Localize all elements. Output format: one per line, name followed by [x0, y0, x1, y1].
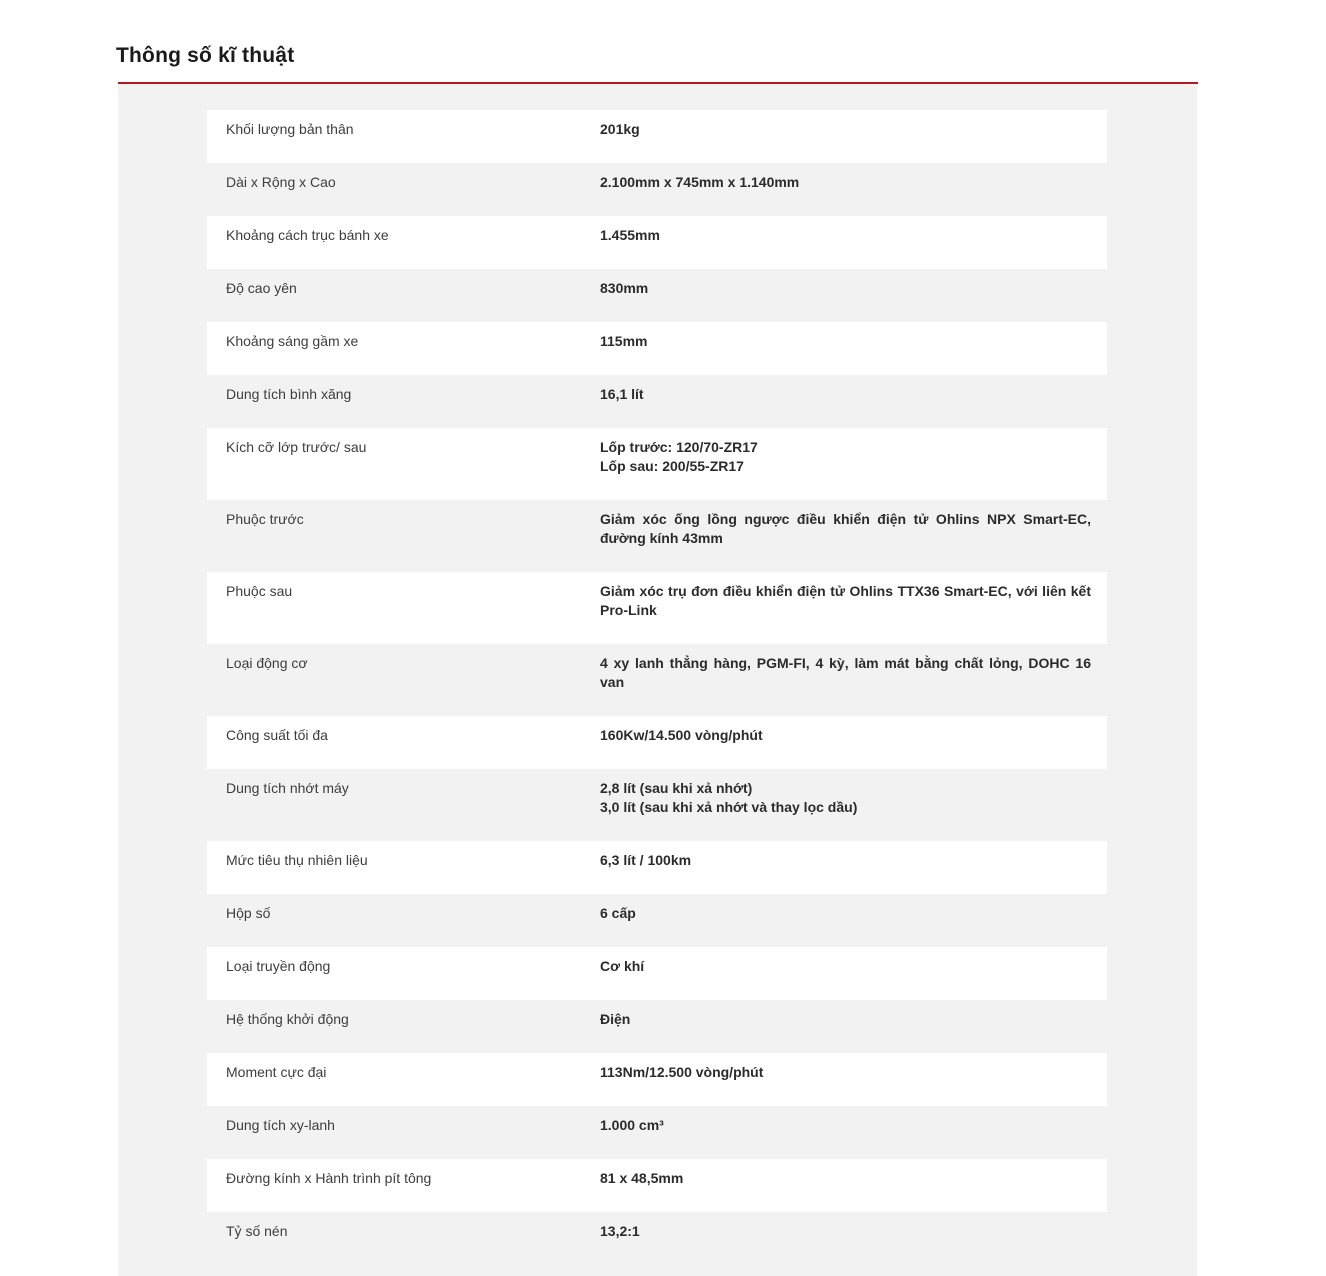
spec-label: Hộp số: [226, 905, 271, 921]
spec-label: Khối lượng bản thân: [226, 121, 354, 137]
spec-value: Giảm xóc ống lồng ngược điều khiển điện tử Ohlins NPX Smart-EC, đường kính 43mm: [600, 511, 1091, 546]
spec-label: Khoảng sáng gầm xe: [226, 333, 359, 349]
spec-row-front-suspension: [207, 500, 1107, 572]
spec-label: Dung tích xy-lanh: [226, 1117, 335, 1133]
spec-value: Lốp trước: 120/70-ZR17 Lốp sau: 200/55-ZR17: [600, 439, 758, 474]
spec-label: Dung tích nhớt máy: [226, 780, 349, 796]
spec-row-compression-ratio: [207, 1212, 1107, 1265]
spec-row-fuel-consumption: [207, 841, 1107, 894]
spec-row-ground-clearance: [207, 322, 1107, 375]
spec-value: 81 x 48,5mm: [600, 1170, 684, 1186]
spec-label: Dung tích bình xăng: [226, 386, 352, 402]
spec-row-engine-type: [207, 644, 1107, 716]
spec-label: Phuộc sau: [226, 583, 293, 599]
spec-row-weight: [207, 110, 1107, 163]
spec-row-bore-stroke: [207, 1159, 1107, 1212]
spec-label: Moment cực đại: [226, 1064, 327, 1080]
spec-panel: [118, 84, 1197, 1276]
spec-label: Khoảng cách trục bánh xe: [226, 227, 389, 243]
spec-label: Hệ thống khởi động: [226, 1011, 349, 1027]
spec-label: Tỷ số nén: [226, 1223, 288, 1239]
spec-row-tire-size: [207, 428, 1107, 500]
spec-row-max-power: [207, 716, 1107, 769]
spec-value: 13,2:1: [600, 1223, 640, 1239]
spec-label: Mức tiêu thụ nhiên liệu: [226, 852, 368, 868]
spec-value: 4 xy lanh thẳng hàng, PGM-FI, 4 kỳ, làm mát bằng chất lỏng, DOHC 16 van: [600, 655, 1091, 690]
spec-value: 6,3 lít / 100km: [600, 852, 692, 868]
spec-row-gearbox: [207, 894, 1107, 947]
spec-row-fuel-tank: [207, 375, 1107, 428]
spec-value: 1.000 cm³: [600, 1117, 664, 1133]
spec-row-rear-suspension: [207, 572, 1107, 644]
spec-value: 115mm: [600, 333, 648, 349]
spec-row-max-torque: [207, 1053, 1107, 1106]
spec-row-oil-capacity: [207, 769, 1107, 841]
spec-label: Kích cỡ lớp trước/ sau: [226, 439, 367, 455]
spec-row-seat-height: [207, 269, 1107, 322]
spec-value: 1.455mm: [600, 227, 660, 243]
spec-value: 160Kw/14.500 vòng/phút: [600, 727, 763, 743]
spec-value: 16,1 lít: [600, 386, 644, 402]
spec-value: 6 cấp: [600, 905, 636, 921]
spec-label: Phuộc trước: [226, 511, 304, 527]
spec-row-displacement: [207, 1106, 1107, 1159]
spec-label: Độ cao yên: [226, 280, 297, 296]
spec-row-dimensions: [207, 163, 1107, 216]
spec-row-wheelbase: [207, 216, 1107, 269]
spec-label: Dài x Rộng x Cao: [226, 174, 336, 190]
spec-value: Giảm xóc trụ đơn điều khiển điện tử Ohlins TTX36 Smart-EC, với liên kết Pro-Link: [600, 583, 1091, 618]
spec-value: Cơ khí: [600, 958, 645, 974]
spec-value: Điện: [600, 1011, 631, 1027]
spec-label: Đường kính x Hành trình pít tông: [226, 1170, 432, 1186]
spec-value: 2,8 lít (sau khi xả nhớt) 3,0 lít (sau khi xả nhớt và thay lọc dầu): [600, 780, 858, 815]
spec-label: Loại động cơ: [226, 655, 308, 671]
spec-value: 2.100mm x 745mm x 1.140mm: [600, 174, 800, 190]
spec-table: [207, 110, 1107, 1265]
spec-value: 113Nm/12.500 vòng/phút: [600, 1064, 764, 1080]
spec-row-transmission-type: [207, 947, 1107, 1000]
spec-label: Công suất tối đa: [226, 727, 328, 743]
page-title: Thông số kĩ thuật: [116, 44, 295, 67]
spec-label: Loại truyền động: [226, 958, 331, 974]
spec-row-starter-system: [207, 1000, 1107, 1053]
spec-value: 830mm: [600, 280, 649, 296]
spec-value: 201kg: [600, 121, 640, 137]
